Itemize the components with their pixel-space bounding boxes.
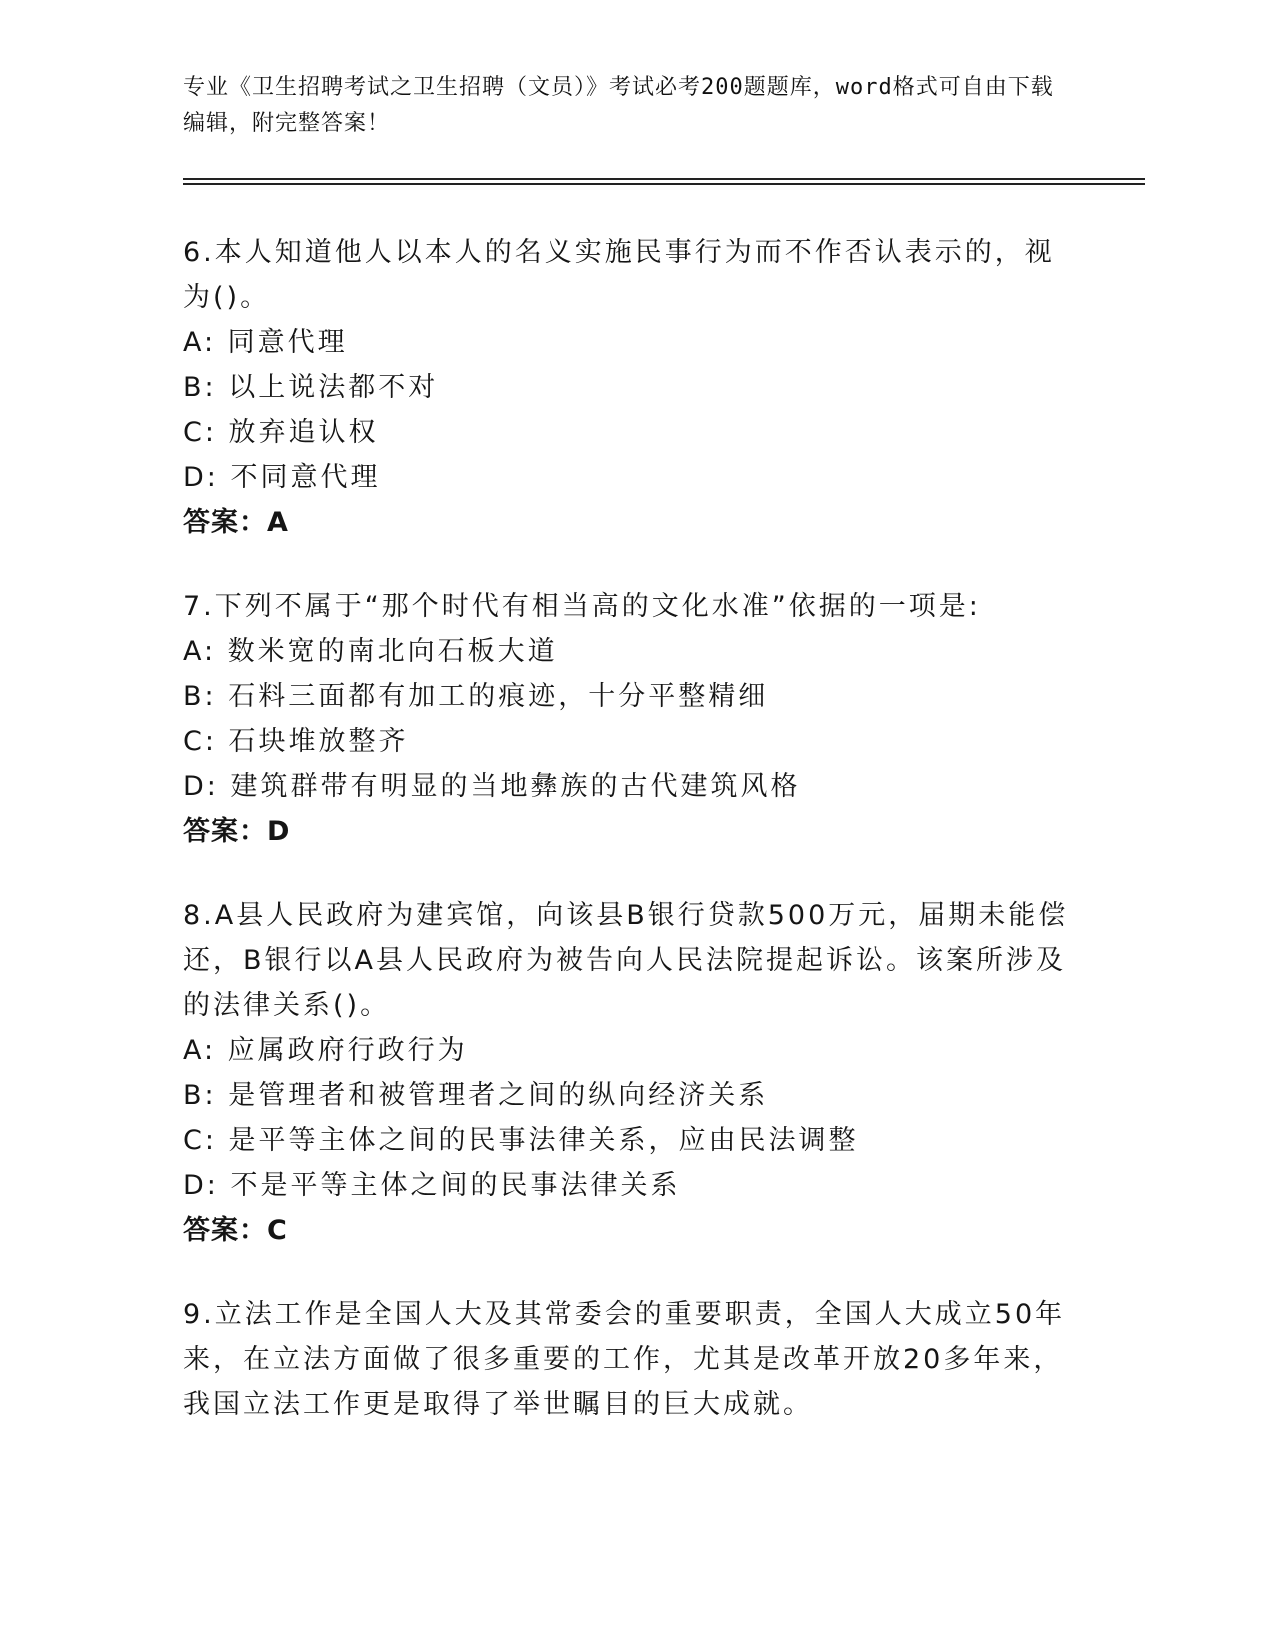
question-stem: 8.A县人民政府为建宾馆，向该县B银行贷款500万元，届期未能偿还，B银行以A县人民政府为被告向人民法院提起诉讼。该案所涉及的法律关系()。 <box>183 900 1069 1021</box>
option-a: A: 应属政府行政行为 <box>183 1035 468 1066</box>
question-list <box>183 230 1083 1466</box>
question-stem: 7.下列不属于“那个时代有相当高的文化水准”依据的一项是: <box>183 591 981 622</box>
option-a: A: 数米宽的南北向石板大道 <box>183 636 558 667</box>
option-c: C: 是平等主体之间的民事法律关系，应由民法调整 <box>183 1125 859 1156</box>
option-b: B: 是管理者和被管理者之间的纵向经济关系 <box>183 1080 769 1111</box>
option-d: D: 不同意代理 <box>183 462 381 493</box>
question-8 <box>183 893 1083 1253</box>
header-divider-bottom <box>183 183 1145 185</box>
document-header: 专业《卫生招聘考试之卫生招聘（文员）》考试必考200题题库，word格式可自由下载编辑，附完整答案！ <box>183 75 1054 136</box>
option-c: C: 放弃追认权 <box>183 417 379 448</box>
option-b: B: 石料三面都有加工的痕迹，十分平整精细 <box>183 681 769 712</box>
option-c: C: 石块堆放整齐 <box>183 726 409 757</box>
question-7 <box>183 584 1083 854</box>
question-stem: 6.本人知道他人以本人的名义实施民事行为而不作否认表示的，视为()。 <box>183 237 1055 313</box>
option-d: D: 不是平等主体之间的民事法律关系 <box>183 1170 681 1201</box>
header-divider-top <box>183 178 1145 180</box>
answer: 答案：C <box>183 1215 288 1246</box>
question-9 <box>183 1292 1083 1427</box>
option-a: A: 同意代理 <box>183 327 348 358</box>
question-stem: 9.立法工作是全国人大及其常委会的重要职责，全国人大成立50年来，在立法方面做了很多重要的工作，尤其是改革开放20多年来，我国立法工作更是取得了举世瞩目的巨大成就。 <box>183 1299 1066 1420</box>
option-d: D: 建筑群带有明显的当地彝族的古代建筑风格 <box>183 771 801 802</box>
option-b: B: 以上说法都不对 <box>183 372 439 403</box>
answer: 答案：D <box>183 816 291 847</box>
answer: 答案：A <box>183 507 289 538</box>
question-6 <box>183 230 1083 545</box>
